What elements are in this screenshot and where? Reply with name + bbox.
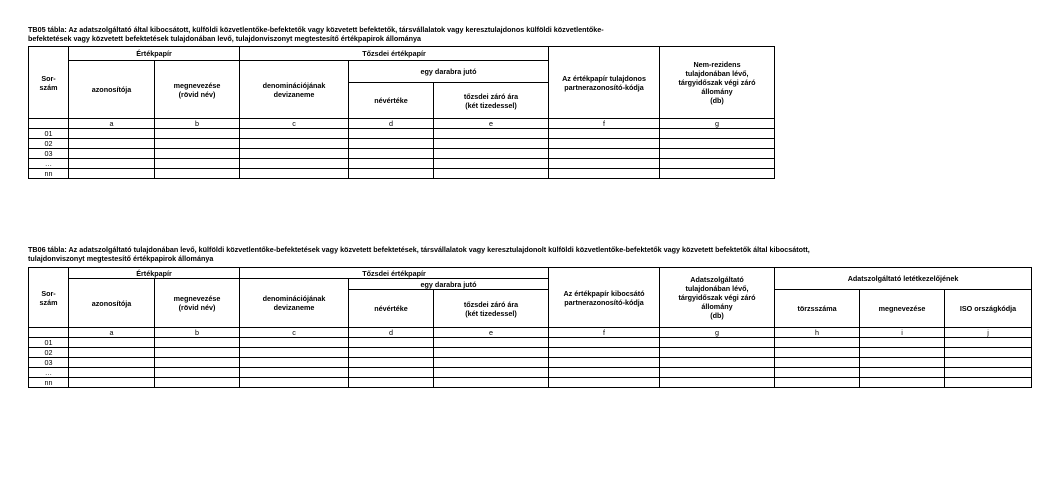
table-cell[interactable] bbox=[549, 348, 660, 358]
tb06-allomany-header bbox=[660, 268, 775, 328]
tb06-denominacio-line2: devizaneme bbox=[273, 303, 315, 312]
tb06-letter-e: e bbox=[434, 328, 549, 338]
tb05-nemrezidens-line1: Nem-rezidens bbox=[693, 60, 741, 69]
tb06-partner-header bbox=[549, 268, 660, 328]
tb06-megnevezese-line2: (rövid név) bbox=[178, 303, 216, 312]
tb06-sorszam-line2: szám bbox=[39, 297, 58, 307]
tb06-allomany-line2: tulajdonában lévő, bbox=[685, 284, 749, 293]
table-cell[interactable] bbox=[945, 378, 1032, 388]
tb05-row-number: 01 bbox=[29, 129, 69, 139]
tb05-row-number: … bbox=[29, 159, 69, 169]
table-cell[interactable] bbox=[155, 139, 240, 149]
table-cell[interactable] bbox=[549, 149, 660, 159]
table-cell[interactable] bbox=[155, 338, 240, 348]
table-cell[interactable] bbox=[349, 149, 434, 159]
table-cell[interactable] bbox=[549, 338, 660, 348]
tb05-partner-line2: partnerazonosító-kódja bbox=[564, 82, 644, 92]
table-cell[interactable] bbox=[434, 338, 549, 348]
table-cell[interactable] bbox=[660, 139, 775, 149]
table-cell[interactable] bbox=[660, 149, 775, 159]
table-cell[interactable] bbox=[660, 159, 775, 169]
tb06-letter-i: i bbox=[860, 328, 945, 338]
tb06-egy-darabra-header: egy darabra jutó bbox=[349, 279, 549, 290]
table-cell[interactable] bbox=[69, 338, 155, 348]
table-cell[interactable] bbox=[434, 149, 549, 159]
table-cell[interactable] bbox=[945, 338, 1032, 348]
tb05-tozsdei-header: Tőzsdei értékpapír bbox=[240, 47, 549, 61]
tb06-caption-line1: TB06 tábla: Az adatszolgáltató tulajdonában levő, külföldi közvetlentőke-befektetések vagy közvetett befektetések, társvállalatok vagy keresztulajdonolt külföldi közvetlentőke-befektetők vagy közvetett befektetők által kibocsátott, bbox=[28, 245, 810, 254]
tb06-caption-line2: tulajdonviszonyt megtestesítő értékpapirok állománya bbox=[28, 254, 214, 263]
table-cell[interactable] bbox=[240, 368, 349, 378]
tb06-letter-a: a bbox=[69, 328, 155, 338]
table-cell[interactable] bbox=[69, 159, 155, 169]
table-cell[interactable] bbox=[549, 129, 660, 139]
table-cell[interactable] bbox=[240, 129, 349, 139]
table-cell[interactable] bbox=[660, 129, 775, 139]
table-row bbox=[29, 129, 775, 139]
table-row bbox=[29, 159, 775, 169]
table-cell[interactable] bbox=[155, 169, 240, 179]
tb05-caption-line1: TB05 tábla: Az adatszolgáltató által kibocsátott, külföldi közvetlentőke-befektetők vagy közvetett befektetők, társvállalatok vagy keresztulajdonos külföldi közvetlentőke- bbox=[28, 25, 604, 34]
table-row bbox=[29, 358, 1032, 368]
tb05-row-number: nn bbox=[29, 169, 69, 179]
table-cell[interactable] bbox=[240, 358, 349, 368]
table-cell[interactable] bbox=[775, 358, 860, 368]
tb05-nemrezidens-header bbox=[660, 47, 775, 119]
tb05-zaroar-line2: (két tizedessel) bbox=[465, 100, 517, 110]
table-cell[interactable] bbox=[349, 169, 434, 179]
tb06-partner-line2: partnerazonosító-kódja bbox=[564, 297, 644, 307]
tb05-row-number: 03 bbox=[29, 149, 69, 159]
tb05-egy-darabra-header: egy darabra jutó bbox=[349, 61, 549, 83]
tb05-nemrezidens-line5: (db) bbox=[710, 96, 724, 105]
tb05-sorszam-line2: szám bbox=[39, 82, 58, 92]
table-cell[interactable] bbox=[660, 378, 775, 388]
table-row bbox=[29, 378, 1032, 388]
tb06-sorszam-header bbox=[29, 268, 69, 328]
table-cell[interactable] bbox=[434, 159, 549, 169]
table-cell[interactable] bbox=[945, 348, 1032, 358]
tb06-denominacio-line1: denominációjának bbox=[262, 294, 326, 303]
tb06-letter-b: b bbox=[155, 328, 240, 338]
table-cell[interactable] bbox=[860, 378, 945, 388]
tb06-letter-g: g bbox=[660, 328, 775, 338]
tb05-table bbox=[28, 46, 775, 179]
table-cell[interactable] bbox=[240, 139, 349, 149]
tb05-caption bbox=[28, 25, 604, 43]
tb06-allomany-line5: (db) bbox=[710, 311, 724, 320]
table-cell[interactable] bbox=[349, 378, 434, 388]
tb06-caption bbox=[28, 245, 810, 263]
tb05-letter-row bbox=[29, 119, 775, 129]
table-cell[interactable] bbox=[349, 338, 434, 348]
table-cell[interactable] bbox=[860, 358, 945, 368]
table-cell[interactable] bbox=[69, 149, 155, 159]
table-cell[interactable] bbox=[69, 358, 155, 368]
tb06-row-number: nn bbox=[29, 378, 69, 388]
tb06-allomany-line4: állomány bbox=[701, 302, 733, 311]
tb06-row-number: … bbox=[29, 368, 69, 378]
tb06-letetkezelo-header: Adatszolgáltató letétkezelőjének bbox=[775, 268, 1032, 290]
tb06-partner-line1: Az értékpapír kibocsátó bbox=[563, 288, 645, 298]
table-cell[interactable] bbox=[349, 348, 434, 358]
tb06-letter-row bbox=[29, 328, 1032, 338]
tb06-row-number: 01 bbox=[29, 338, 69, 348]
tb06-zaroar-header bbox=[434, 290, 549, 328]
table-cell[interactable] bbox=[349, 139, 434, 149]
tb05-megnevezese-header bbox=[155, 61, 240, 119]
tb06-ertekpapir-header: Értékpapír bbox=[69, 268, 240, 279]
tb05-letter-c: c bbox=[240, 119, 349, 129]
table-cell[interactable] bbox=[69, 129, 155, 139]
table-cell[interactable] bbox=[155, 129, 240, 139]
tb06-azonositoja-header: azonosítója bbox=[69, 279, 155, 328]
table-cell[interactable] bbox=[240, 149, 349, 159]
table-cell[interactable] bbox=[660, 368, 775, 378]
table-cell[interactable] bbox=[349, 129, 434, 139]
tb06-zaroar-line2: (két tizedessel) bbox=[465, 308, 517, 318]
tb06-letter-d: d bbox=[349, 328, 434, 338]
table-cell[interactable] bbox=[775, 378, 860, 388]
tb05-caption-line2: befektetések vagy közvetett befektetések tulajdonában levő, tulajdonviszonyt megtestesítő értékpapirok állománya bbox=[28, 34, 422, 43]
tb06-letter-f: f bbox=[549, 328, 660, 338]
table-cell[interactable] bbox=[69, 368, 155, 378]
table-cell[interactable] bbox=[69, 348, 155, 358]
table-cell[interactable] bbox=[945, 358, 1032, 368]
table-cell[interactable] bbox=[660, 338, 775, 348]
table-cell[interactable] bbox=[660, 348, 775, 358]
tb06-letter-c: c bbox=[240, 328, 349, 338]
tb05-partner-line1: Az értékpapír tulajdonos bbox=[562, 73, 646, 83]
table-cell[interactable] bbox=[240, 338, 349, 348]
tb05-denominacio-line1: denominációjának bbox=[262, 80, 326, 90]
table-cell[interactable] bbox=[155, 149, 240, 159]
tb05-sorszam-line1: Sor- bbox=[41, 73, 56, 83]
table-cell[interactable] bbox=[240, 348, 349, 358]
tb05-nemrezidens-line4: állomány bbox=[701, 87, 733, 96]
tb06-row-number: 03 bbox=[29, 358, 69, 368]
table-cell[interactable] bbox=[240, 378, 349, 388]
tb05-denominacio-line2: devizaneme bbox=[273, 89, 315, 99]
table-cell[interactable] bbox=[860, 348, 945, 358]
tb06-letter-j: j bbox=[945, 328, 1032, 338]
tb06-megnevezese-line1: megnevezése bbox=[173, 294, 221, 303]
tb06-iso-header: ISO országkódja bbox=[945, 290, 1032, 328]
table-cell[interactable] bbox=[155, 348, 240, 358]
tb06-row-number: 02 bbox=[29, 348, 69, 358]
tb06-megnevezese-header bbox=[155, 279, 240, 328]
table-cell[interactable] bbox=[240, 159, 349, 169]
tb06-nevertek-header: névértéke bbox=[349, 290, 434, 328]
tb06-allomany-line3: tárgyidőszak végi záró bbox=[678, 293, 756, 302]
table-cell[interactable] bbox=[775, 348, 860, 358]
tb05-letter-f: f bbox=[549, 119, 660, 129]
table-cell[interactable] bbox=[775, 368, 860, 378]
table-row bbox=[29, 139, 775, 149]
tb06-torzsszama-header: törzsszáma bbox=[775, 290, 860, 328]
table-cell[interactable] bbox=[155, 378, 240, 388]
tb06-denominacio-header bbox=[240, 279, 349, 328]
table-cell[interactable] bbox=[434, 358, 549, 368]
tb05-ertekpapir-header: Értékpapír bbox=[69, 47, 240, 61]
table-cell[interactable] bbox=[660, 358, 775, 368]
tb06-allomany-line1: Adatszolgáltató bbox=[690, 275, 744, 284]
table-cell[interactable] bbox=[434, 378, 549, 388]
table-row bbox=[29, 169, 775, 179]
table-cell[interactable] bbox=[549, 368, 660, 378]
table-cell[interactable] bbox=[155, 159, 240, 169]
table-cell[interactable] bbox=[549, 378, 660, 388]
table-cell[interactable] bbox=[349, 368, 434, 378]
tb05-nemrezidens-line3: tárgyidőszak végi záró bbox=[678, 78, 756, 87]
tb06-tozsdei-header: Tőzsdei értékpapír bbox=[240, 268, 549, 279]
table-row bbox=[29, 338, 1032, 348]
table-cell[interactable] bbox=[434, 348, 549, 358]
table-cell[interactable] bbox=[155, 358, 240, 368]
tb06-sorszam-line1: Sor- bbox=[41, 288, 56, 298]
table-cell[interactable] bbox=[349, 159, 434, 169]
table-cell[interactable] bbox=[434, 129, 549, 139]
tb05-megnevezese-line1: megnevezése bbox=[173, 80, 221, 90]
tb05-zaroar-line1: tőzsdei záró ára bbox=[463, 91, 519, 101]
tb06-letter-h: h bbox=[775, 328, 860, 338]
table-cell[interactable] bbox=[860, 368, 945, 378]
tb05-letter-b: b bbox=[155, 119, 240, 129]
table-cell[interactable] bbox=[69, 378, 155, 388]
tb05-azonositoja-header: azonosítója bbox=[69, 61, 155, 119]
table-cell[interactable] bbox=[69, 139, 155, 149]
table-cell[interactable] bbox=[434, 368, 549, 378]
table-cell[interactable] bbox=[860, 338, 945, 348]
table-cell[interactable] bbox=[775, 338, 860, 348]
tb06-letter-cell bbox=[29, 328, 69, 338]
table-row bbox=[29, 368, 1032, 378]
tb05-partner-header bbox=[549, 47, 660, 119]
table-cell[interactable] bbox=[660, 169, 775, 179]
tb05-denominacio-header bbox=[240, 61, 349, 119]
table-cell[interactable] bbox=[549, 169, 660, 179]
table-cell[interactable] bbox=[549, 139, 660, 149]
tb05-nemrezidens-line2: tulajdonában lévő, bbox=[685, 69, 749, 78]
tb06-megnevezese2-header: megnevezése bbox=[860, 290, 945, 328]
table-row bbox=[29, 348, 1032, 358]
table-cell[interactable] bbox=[240, 169, 349, 179]
tb06-zaroar-line1: tőzsdei záró ára bbox=[463, 299, 519, 309]
table-cell[interactable] bbox=[434, 169, 549, 179]
table-cell[interactable] bbox=[945, 368, 1032, 378]
tb06-table bbox=[28, 267, 1032, 388]
tb05-letter-cell bbox=[29, 119, 69, 129]
tb05-zaroar-header bbox=[434, 83, 549, 119]
table-cell[interactable] bbox=[549, 358, 660, 368]
table-cell[interactable] bbox=[549, 159, 660, 169]
table-row bbox=[29, 149, 775, 159]
tb05-letter-g: g bbox=[660, 119, 775, 129]
table-cell[interactable] bbox=[69, 169, 155, 179]
tb05-row-number: 02 bbox=[29, 139, 69, 149]
table-cell[interactable] bbox=[349, 358, 434, 368]
table-cell[interactable] bbox=[155, 368, 240, 378]
tb05-letter-a: a bbox=[69, 119, 155, 129]
tb05-nevertek-header: névértéke bbox=[349, 83, 434, 119]
tb05-letter-d: d bbox=[349, 119, 434, 129]
table-cell[interactable] bbox=[434, 139, 549, 149]
tb05-letter-e: e bbox=[434, 119, 549, 129]
tb05-sorszam-header bbox=[29, 47, 69, 119]
tb05-megnevezese-line2: (rövid név) bbox=[178, 89, 216, 99]
